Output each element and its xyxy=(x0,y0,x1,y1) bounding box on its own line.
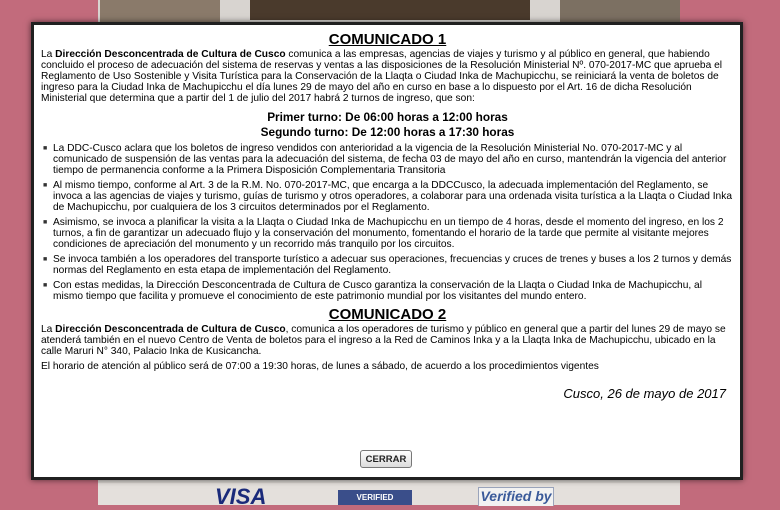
comunicado-1-title: COMUNICADO 1 xyxy=(328,31,447,48)
bullet-icon: ■ xyxy=(43,219,48,226)
bullet-icon: ■ xyxy=(43,282,48,289)
modal-content xyxy=(41,31,734,372)
close-button[interactable]: CERRAR xyxy=(360,450,412,468)
second-turn: Segundo turno: De 12:00 horas a 17:30 horas xyxy=(260,125,515,139)
header-photo-left xyxy=(100,0,220,22)
visa-logo: VISA xyxy=(215,484,267,509)
header-photo-right xyxy=(560,0,680,22)
comunicado-2-intro: La Dirección Desconcentrada de Cultura de Cusco, comunica a los operadores de turismo y público en general que a partir del lunes 29 de mayo se atenderá también en el nuevo Centro de Venta de boletos para el ingreso a la Red de Caminos Inka y a la Llaqta Inka de Machupicchu, ubicado en la calle Maruri N° 340, Palacio Inka de Kusicancha. xyxy=(41,324,726,357)
organization-name: Dirección Desconcentrada de Cultura de Cusco xyxy=(55,324,286,335)
first-turn: Primer turno: De 06:00 horas a 12:00 horas xyxy=(267,110,508,124)
list-item: ■ Se invoca también a los operadores del transporte turístico a adecuar sus operaciones, frecuencias y cruces de trenes y buses a los 2 turnos y demás normas del Reglamento en esta etapa de implementación del Reglamento. xyxy=(43,254,732,276)
organization-name: Dirección Desconcentrada de Cultura de Cusco xyxy=(55,49,286,60)
list-item: ■ La DDC-Cusco aclara que los boletos de ingreso vendidos con anterioridad a la vigencia de la Resolución Ministerial No. 070-2017-MC y al comunicado de suspensión de las ventas para la adecuación del sistema, de fecha 03 de mayo del año en curso, mantendrán la vigencia del anterior tiempo de permanencia conforme a la Primera Disposición Complementaria Transitoria xyxy=(43,143,727,176)
office-hours: El horario de atención al público será de 07:00 a 19:30 horas, de lunes a sábado, de acuerdo a los procedimientos vigentes xyxy=(41,361,599,372)
mastercard-securecode-logo: VERIFIED xyxy=(338,490,412,505)
bullet-icon: ■ xyxy=(43,145,48,152)
list-item: ■ Asimismo, se invoca a planificar la visita a la Llaqta o Ciudad Inka de Machupicchu en un tiempo de 4 horas, desde el momento del ingreso, en los 2 turnos, a fin de garantizar un adecuado flujo y la conservación del monumento, fomentando el horario de la tarde que permite al visitante mejores condiciones de apreciación del monumento y un recorrido más tranquilo por los circuitos. xyxy=(43,217,724,250)
announcement-modal xyxy=(31,22,743,480)
bullet-icon: ■ xyxy=(43,182,48,189)
header-banner xyxy=(250,0,530,20)
signature-date: Cusco, 26 de mayo de 2017 xyxy=(563,386,726,401)
comunicado-1-bullets xyxy=(41,143,734,302)
list-item: ■ Al mismo tiempo, conforme al Art. 3 de la R.M. No. 070-2017-MC, que encarga a la DDCCusco, la adecuada implementación del Reglamento, se invoca a las agencias de viajes y turismo, guías de turismo y otros operadores, a colaborar para una ordenada visita turística a la Llaqta o Ciudad Inka de Machupicchu, por cualquiera de los 3 circuitos determinados por el Reglamento. xyxy=(43,180,732,213)
verified-by-visa-logo: Verified by xyxy=(478,487,554,506)
bullet-icon: ■ xyxy=(43,256,48,263)
list-item: ■ Con estas medidas, la Dirección Desconcentrada de Cultura de Cusco garantiza la conservación de la Llaqta o Ciudad Inka de Machupicchu, al mismo tiempo que facilita y promueve el conocimiento de este patrimonio mundial por los visitantes del mundo entero. xyxy=(43,280,702,302)
comunicado-2-title: COMUNICADO 2 xyxy=(328,306,447,323)
comunicado-1-intro: La Dirección Desconcentrada de Cultura de Cusco comunica a las empresas, agencias de viajes y turismo y al público en general, que habiendo concluido el proceso de adecuación del sistema de reservas y ventas a las disposiciones de la Resolución Ministerial Nº. 070-2017-MC que aprueba el Reglamento de Uso Sostenible y Visita Turística para la Conservación de la Llaqta o Ciudad Inka de Machupicchu, se reiniciará la venta de boletos de ingreso para la Ciudad Inka de Machupicchu el día lunes 29 de mayo del año en curso en base a lo dispuesto por el Art. 16 de dicha Resolución Ministerial que determina que a partir del 1 de julio del 2017 habrá 2 turnos de ingreso, que son: xyxy=(41,49,723,104)
